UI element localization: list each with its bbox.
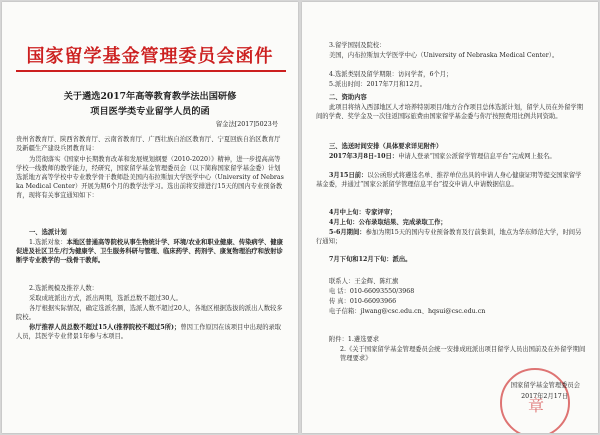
step-2-date: 3月15日前： — [329, 172, 368, 179]
section-1-heading: 一、选派计划 — [29, 229, 67, 236]
selection-targets — [16, 239, 286, 266]
contact-person: 联系人：王金辉、陈红旗 — [329, 278, 399, 285]
step-submission — [316, 172, 586, 190]
item2-limit-rest: 曾因工作原因在该项目中出现的录取人员，其医学专业背景1年参与本项目。 — [16, 324, 282, 340]
seal-glyph: 章 — [528, 396, 545, 415]
contact-email: 电子信箱：jlwang@csc.edu.cn、hqsui@csc.edu.cn — [329, 308, 486, 315]
attachment-2: 2.《关于国家留学基金管理委员会统一安排成班派出项目留学人员出国前及在外留学期间管理要求》 — [340, 346, 586, 362]
document-number: 留金法[2017]5023号 — [215, 121, 278, 128]
step-training — [316, 229, 586, 247]
intro-paragraph: 为贯彻落实《国家中长期教育改革和发展规划纲要（2010-2020）》精神，进一步提高高等学校一线教师的教学能力，经研究，国家留学基金管理委员会（以下简称国家留学基金委）计划选派地方高等学校中专业教学骨干教师赴美国内布拉斯加大学医学中心（University of Nebraska Medical Center）开展为期6个月的教学法学习。选出前将安排进行15天的国内专业预备教育，现将有关事宜通知如下： — [16, 156, 284, 199]
section-2-heading: 二、资助内容 — [329, 94, 367, 101]
item1-label: 1.选派对象： — [29, 239, 67, 246]
item2-limit — [16, 324, 286, 342]
attachment-1: 附件：1.遴选要求 — [329, 336, 380, 343]
letterhead: 国家留学基金管理委员会函件 — [26, 46, 274, 67]
item2-heading: 2.选派规模及推荐人数： — [29, 285, 98, 292]
study-institution: 美国，内布拉斯加大学医学中心（University of Nebraska Medical Center）。 — [329, 52, 559, 59]
step-results: 4月上旬：公布录取结果、完成录取工作； — [329, 219, 447, 226]
letter-page-1 — [2, 2, 298, 433]
official-seal — [500, 368, 570, 433]
item1-text: 本地区普通高等院校从事生物统计学、环境/农业和职业健康、传染病学、健康促进及社区卫生/行为健康学、卫生服务科研与管理、临床药学、药剂学、康复物理治疗和放射诊断学专业教学的一线骨干教师。 — [16, 239, 283, 264]
category-duration: 4.选派类别及留学期限：访问学者，6个月； — [329, 71, 453, 78]
signature-date: 2017年2月17日 — [521, 393, 568, 400]
section-3-heading: 三、选送时间安排（具体要求详见附件） — [329, 143, 443, 150]
letterhead-divider — [16, 70, 286, 72]
step-registration — [316, 153, 586, 162]
letter-title-line1: 关于遴选2017年高等教育教学法出国研修 — [63, 91, 237, 102]
step-1-text: 申请人登录“国家公派留学管理信息平台”完成网上报名。 — [398, 153, 556, 160]
step-5-text: 参加为期15天的国内专业预备教育及行前集训，地点为华东师范大学，时间另行通知； — [316, 229, 582, 245]
item2-limit-bold: 你厅推荐人员总数不超过15人(推荐院校不超过5所)； — [29, 324, 181, 331]
item2-quota: 各厅根据实际情况，确定选派名额，选派人数不超过20人，各地区根据选拔的派出人数较多院校。 — [16, 305, 283, 321]
signature-org: 国家留学基金管理委员会 — [510, 382, 580, 389]
step-review: 4月中上旬：专家评审； — [329, 209, 397, 216]
step-2-text: 以公函形式将遴选名单、推荐单位出具的申请人身心健康证明等提交国家留学基金委，并通过“国家公派留学管理信息平台”提交申请人申请数据信息。 — [316, 172, 582, 188]
contact-phone: 电 话：010-66093550/3968 — [329, 288, 415, 295]
dispatch-time: 5.派出时间：2017年7月和12月。 — [329, 81, 427, 88]
item2-scale: 采取成班派出方式，派出两期，选派总数不超过30人。 — [29, 295, 182, 302]
contact-fax: 传 真：010-66093966 — [329, 298, 397, 305]
study-country-heading: 3.留学国别及院校： — [329, 42, 386, 49]
step-1-date: 2017年3月8日-10日： — [329, 153, 399, 160]
step-dispatch: 7月下旬和12月下旬：派出。 — [329, 256, 412, 263]
letter-page-2 — [302, 2, 598, 433]
letter-title-line2: 项目医学类专业留学人员的函 — [90, 106, 210, 117]
funding-paragraph: 此项目将纳入西部地区人才培养特别项目/地方合作项目总体选派计划，留学人员在外留学期间的学费、奖学金及一次往返国际旅费由国家留学基金委与你厅按照费用比例共同资助。 — [316, 104, 583, 120]
recipients: 贵州省教育厅、陕西省教育厅、云南省教育厅、广西壮族自治区教育厅、宁夏回族自治区教育厅及新疆生产建设兵团教育局： — [16, 136, 281, 152]
step-5-date: 5-6月期间： — [329, 229, 366, 236]
